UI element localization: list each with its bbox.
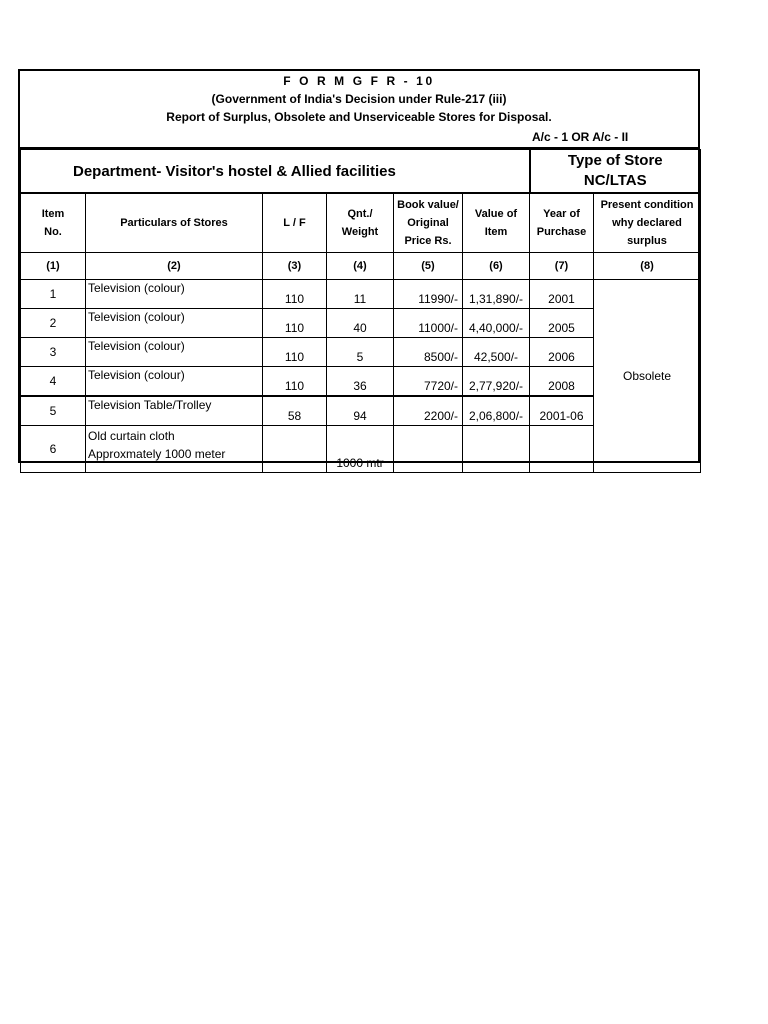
lf-cell: 110 (263, 367, 327, 397)
year-cell: 2006 (530, 338, 594, 367)
particulars-cell: Television Table/Trolley (86, 396, 263, 426)
col-header-item-no: Item No. (21, 193, 86, 253)
item-no-cell: 1 (21, 280, 86, 309)
item-no-cell: 2 (21, 309, 86, 338)
qty-cell: 94 (327, 396, 394, 426)
column-number: (1) (21, 253, 86, 280)
column-number: (5) (394, 253, 463, 280)
particulars-cell: Television (colour) (86, 309, 263, 338)
column-number-row (21, 253, 701, 280)
book-value-cell: 2200/- (394, 396, 463, 426)
gfr-10-form (18, 69, 700, 470)
particulars-line: Old curtain cloth (88, 429, 175, 443)
form-header (20, 71, 698, 149)
particulars-cell: Television (colour) (86, 367, 263, 397)
col-header-book-value: Book value/ Original Price Rs. (394, 193, 463, 253)
store-type-value: NC/LTAS (583, 172, 647, 189)
column-number: (4) (327, 253, 394, 280)
qty-cell: 36 (327, 367, 394, 397)
book-value-cell: 11990/- (394, 280, 463, 309)
value-cell: 2,77,920/- (463, 367, 530, 397)
lf-cell: 110 (263, 338, 327, 367)
year-cell: 2001-06 (530, 396, 594, 426)
year-cell (530, 426, 594, 473)
book-value-cell (394, 426, 463, 473)
col-header-qty: Qnt./ Weight (327, 193, 394, 253)
value-cell: 1,31,890/- (463, 280, 530, 309)
lf-cell (263, 426, 327, 473)
year-cell: 2008 (530, 367, 594, 397)
condition-cell: Obsolete (594, 280, 701, 473)
particulars-cell: Television (colour) (86, 280, 263, 309)
report-title: Report of Surplus, Obsolete and Unserviceable Stores for Disposal. (166, 110, 552, 124)
lf-cell: 110 (263, 280, 327, 309)
particulars-line: Approxmately 1000 meter (88, 447, 226, 461)
book-value-cell: 8500/- (394, 338, 463, 367)
stores-table (20, 149, 701, 473)
year-cell: 2005 (530, 309, 594, 338)
qty-cell: 5 (327, 338, 394, 367)
department-label: Department- Visitor's hostel & Allied facilities (21, 150, 530, 194)
value-cell (463, 426, 530, 473)
lf-cell: 110 (263, 309, 327, 338)
item-no-cell: 5 (21, 396, 86, 426)
book-value-cell: 11000/- (394, 309, 463, 338)
item-no-cell: 6 (21, 426, 86, 473)
value-cell: 4,40,000/- (463, 309, 530, 338)
qty-cell: 11 (327, 280, 394, 309)
qty-cell: 1000 mtr (327, 426, 394, 473)
account-label: A/c - 1 OR A/c - II (532, 130, 629, 144)
book-value-cell: 7720/- (394, 367, 463, 397)
particulars-cell (86, 426, 263, 473)
column-number: (6) (463, 253, 530, 280)
col-header-lf: L / F (263, 193, 327, 253)
col-header-particulars: Particulars of Stores (86, 193, 263, 253)
lf-cell: 58 (263, 396, 327, 426)
value-cell: 42,500/- (463, 338, 530, 367)
col-header-year: Year of Purchase (530, 193, 594, 253)
form-subtitle: (Government of India's Decision under Rule-217 (iii) (211, 92, 507, 106)
column-number: (8) (594, 253, 701, 280)
table-row (21, 280, 701, 309)
col-header-value: Value of Item (463, 193, 530, 253)
department-row (21, 150, 701, 194)
particulars-cell: Television (colour) (86, 338, 263, 367)
store-type (530, 150, 701, 194)
item-no-cell: 4 (21, 367, 86, 397)
value-cell: 2,06,800/- (463, 396, 530, 426)
item-no-cell: 3 (21, 338, 86, 367)
column-number: (3) (263, 253, 327, 280)
column-number: (2) (86, 253, 263, 280)
column-header-row (21, 193, 701, 253)
form-title: F O R M G F R - 10 (283, 74, 435, 88)
qty-cell: 40 (327, 309, 394, 338)
column-number: (7) (530, 253, 594, 280)
store-type-label: Type of Store (567, 152, 663, 169)
year-cell: 2001 (530, 280, 594, 309)
col-header-condition: Present condition why declared surplus (594, 193, 701, 253)
